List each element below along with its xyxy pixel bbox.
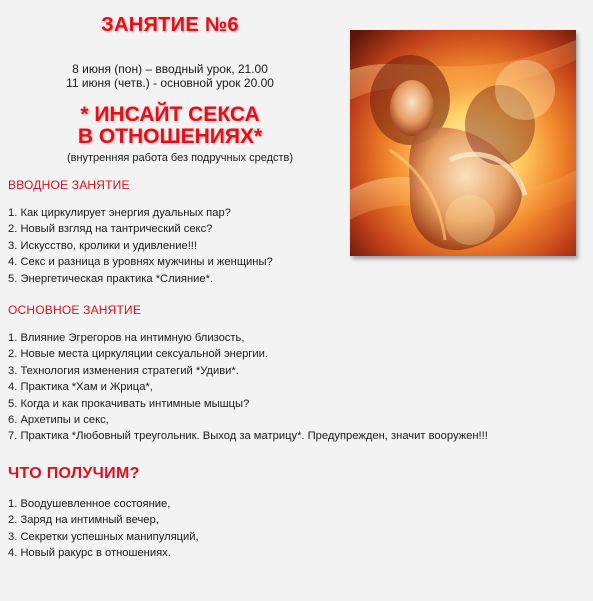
list-item: 4. Практика *Хам и Жрица*, [8, 381, 153, 394]
main-date: 11 июня (четв.) - основной урок 20.00 [66, 76, 274, 90]
list-item: 4. Новый ракурс в отношениях. [8, 547, 171, 560]
list-item: 1. Влияние Эгрегоров на интимную близость, [8, 332, 245, 344]
list-item: 2. Новые места циркуляции сексуальной энергии. [8, 348, 268, 361]
list-item: 6. Архетипы и секс, [8, 414, 109, 427]
list-item: 2. Заряд на интимный вечер, [8, 514, 159, 527]
main-list [8, 330, 488, 445]
main-heading: ОСНОВНОЕ ЗАНЯТИЕ [8, 303, 142, 317]
list-item: 3. Технология изменения стратегий *Удиви*. [8, 364, 239, 377]
list-item: 1. Как циркулирует энергия дуальных пар? [8, 207, 231, 219]
list-item: 4. Секс и разница в уровнях мужчины и женщины? [8, 256, 273, 269]
headline-line-1: * ИНСАЙТ СЕКСА [80, 103, 260, 126]
schedule-dates [0, 62, 340, 90]
results-heading: ЧТО ПОЛУЧИМ? [8, 465, 140, 482]
list-item: 3. Искусство, кролики и удивление!!! [8, 239, 198, 252]
artwork-illustration [350, 30, 576, 256]
headline-line-2: В ОТНОШЕНИЯХ* [77, 125, 263, 148]
intro-heading: ВВОДНОЕ ЗАНЯТИЕ [8, 178, 130, 192]
list-item: 7. Практика *Любовный треугольник. Выход за матрицу*. Предупрежден, значит вооружен!!! [8, 430, 488, 443]
fiery-embrace-image [350, 30, 576, 256]
results-list [8, 496, 199, 562]
list-item: 2. Новый взгляд на тантрический секс? [8, 223, 213, 236]
page-title: ЗАНЯТИЕ №6 [101, 14, 239, 36]
list-item: 5. Когда и как прокачивать интимные мышцы? [8, 397, 250, 410]
intro-date: 8 июня (пон) – вводный урок, 21.00 [72, 62, 268, 76]
list-item: 1. Воодушевленное состояние, [8, 498, 171, 510]
subtitle: (внутренняя работа без подручных средств) [66, 152, 294, 164]
list-item: 5. Энергетическая практика *Слияние*. [8, 272, 214, 285]
list-item: 3. Секретки успешных манипуляций, [8, 530, 199, 543]
headline [0, 104, 340, 148]
intro-list [8, 205, 273, 287]
